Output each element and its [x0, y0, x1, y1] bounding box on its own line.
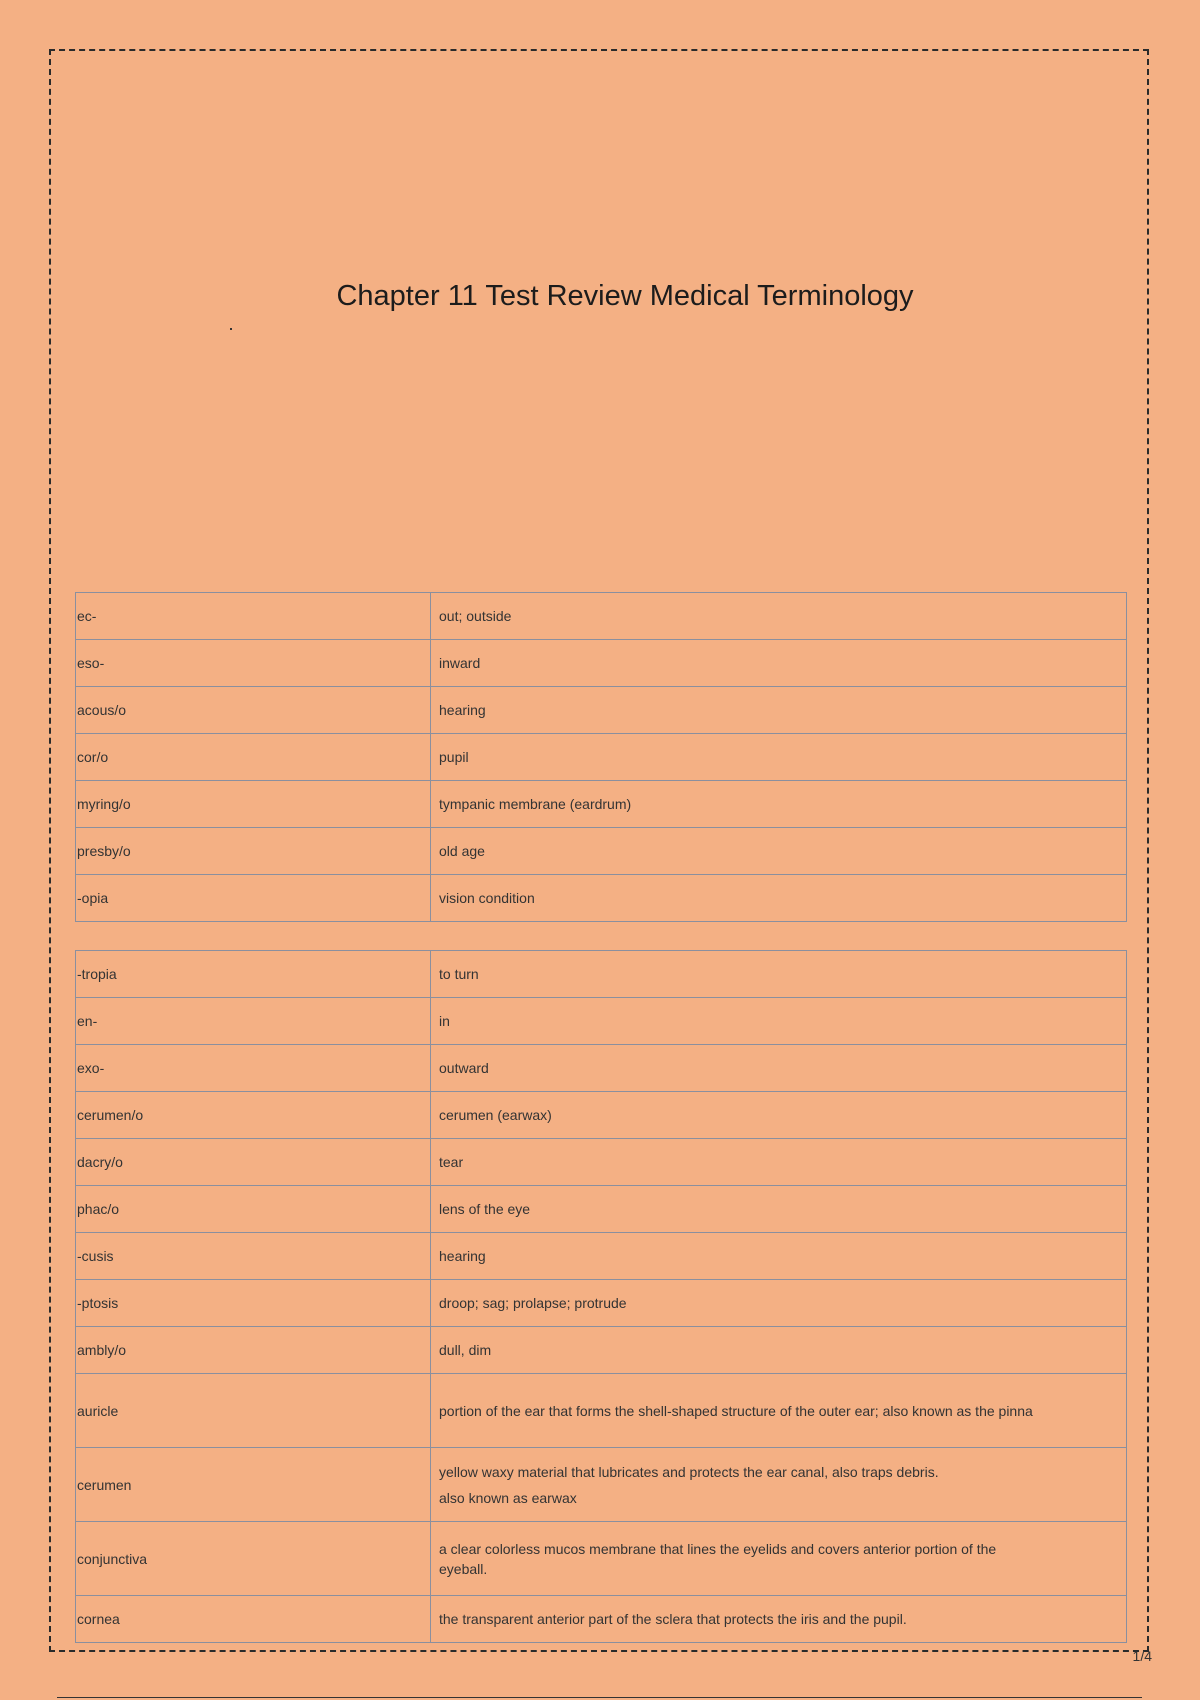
terminology-table-1	[75, 592, 1127, 922]
definition-cell: lens of the eye	[431, 1186, 1127, 1233]
term-cell: cerumen/o	[76, 1092, 431, 1139]
definition-cell: old age	[431, 828, 1127, 875]
table-row	[76, 640, 1127, 687]
terminology-table-2	[75, 950, 1127, 1643]
term-cell: auricle	[76, 1374, 431, 1448]
definition-cell	[431, 1448, 1127, 1522]
table-row	[76, 734, 1127, 781]
term-cell: cornea	[76, 1596, 431, 1643]
definition-cell: the transparent anterior part of the sclera that protects the iris and the pupil.	[431, 1596, 1127, 1643]
table-row	[76, 828, 1127, 875]
term-cell: cor/o	[76, 734, 431, 781]
term-cell: ambly/o	[76, 1327, 431, 1374]
definition-cell: to turn	[431, 951, 1127, 998]
term-cell: dacry/o	[76, 1139, 431, 1186]
bottom-divider	[57, 1697, 1142, 1698]
table-row	[76, 1186, 1127, 1233]
definition-cell: tympanic membrane (eardrum)	[431, 781, 1127, 828]
definition-cell: dull, dim	[431, 1327, 1127, 1374]
definition-cell: out; outside	[431, 593, 1127, 640]
table-row	[76, 875, 1127, 922]
definition-cell: droop; sag; prolapse; protrude	[431, 1280, 1127, 1327]
table-row	[76, 1045, 1127, 1092]
term-cell: conjunctiva	[76, 1522, 431, 1596]
table-row	[76, 1280, 1127, 1327]
page-title: Chapter 11 Test Review Medical Terminology	[336, 280, 914, 312]
term-cell: acous/o	[76, 687, 431, 734]
table-row	[76, 1596, 1127, 1643]
definition-cell: tear	[431, 1139, 1127, 1186]
table-row	[76, 781, 1127, 828]
term-cell: myring/o	[76, 781, 431, 828]
table-row	[76, 1233, 1127, 1280]
table-row	[76, 687, 1127, 734]
table-row	[76, 1374, 1127, 1448]
table-row	[76, 1522, 1127, 1596]
term-cell: -cusis	[76, 1233, 431, 1280]
definition-cell: cerumen (earwax)	[431, 1092, 1127, 1139]
term-cell: presby/o	[76, 828, 431, 875]
definition-cell: inward	[431, 640, 1127, 687]
definition-cell: hearing	[431, 687, 1127, 734]
stray-dot	[230, 328, 232, 330]
table-row	[76, 593, 1127, 640]
term-cell: ec-	[76, 593, 431, 640]
definition-line: also known as earwax	[439, 1489, 577, 1506]
table-row	[76, 1448, 1127, 1522]
table-row	[76, 951, 1127, 998]
table-row	[76, 1139, 1127, 1186]
table-row	[76, 1092, 1127, 1139]
definition-cell: in	[431, 998, 1127, 1045]
term-cell: -tropia	[76, 951, 431, 998]
table-row	[76, 998, 1127, 1045]
definition-cell: pupil	[431, 734, 1127, 781]
table-row	[76, 1327, 1127, 1374]
term-cell: -ptosis	[76, 1280, 431, 1327]
term-cell: exo-	[76, 1045, 431, 1092]
definition-cell: a clear colorless mucos membrane that lines the eyelids and covers anterior portion of the eyeball.	[431, 1522, 1127, 1596]
term-cell: en-	[76, 998, 431, 1045]
term-cell: phac/o	[76, 1186, 431, 1233]
definition-cell: vision condition	[431, 875, 1127, 922]
definition-line: yellow waxy material that lubricates and protects the ear canal, also traps debris.	[439, 1463, 939, 1480]
term-cell: cerumen	[76, 1448, 431, 1522]
definition-cell: hearing	[431, 1233, 1127, 1280]
definition-cell: portion of the ear that forms the shell-shaped structure of the outer ear; also known as the pinna	[431, 1374, 1127, 1448]
term-cell: -opia	[76, 875, 431, 922]
definition-cell: outward	[431, 1045, 1127, 1092]
page-number: 1/4	[1132, 1648, 1152, 1664]
term-cell: eso-	[76, 640, 431, 687]
